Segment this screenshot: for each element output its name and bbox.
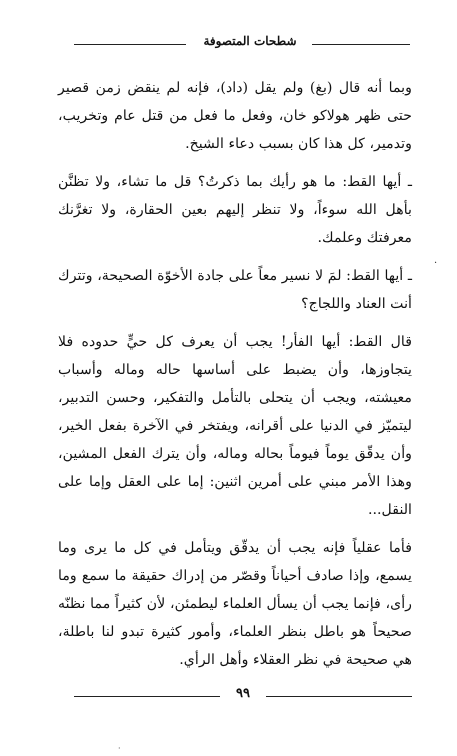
margin-mark: · bbox=[434, 258, 438, 269]
paragraph-1: وبما أنه قال (بغ) ولم يقل (داد)، فإنه لم ينقض زمن قصير حتى ظهر هولاكو خان، وفعل ما فعل من قتل عام وتخريب، وتدمير، كل هذا كان بسبب دعاء الشيخ. bbox=[58, 80, 412, 152]
corner-mark: · bbox=[118, 744, 121, 753]
paragraph-2: ـ أيها القط: ما هو رأيك بما ذكرتُ؟ قل ما تشاء، ولا تظنَّن بأهل الله سوءاً، ولا تنظر إليهم بعين الحقارة، ولا تغرَّنك معرفتك وعلمك. bbox=[58, 174, 412, 246]
page-number: ٩٩ bbox=[236, 686, 250, 701]
footer-rule-right bbox=[266, 696, 412, 697]
paragraph-5: فأما عقلياً فإنه يجب أن يدقّق ويتأمل في كل ما يرى وما يسمع، وإذا صادف أحياناً وقصّر من إدراك حقيقة ما سمع وما رأى، فإنما يجب أن يسأل العلماء ليطمئن، لأن كثيراً مما نظنّه صحيحاً هو باطل بنظر العلماء، وأمور كثيرة تبدو لنا باطلة، هي صحيحة في نظر العقلاء وأهل الرأي. bbox=[58, 540, 412, 668]
header-rule-left bbox=[74, 44, 186, 45]
body-text bbox=[58, 74, 412, 684]
paragraph-4: قال القط: أيها الفأر! يجب أن يعرف كل حيٍّ حدوده فلا يتجاوزها، وأن يضبط على أساسها حاله وماله وأسباب معيشته، ويجب أن يتحلى بالتأمل والتفكير، وحسن التدبير، ليتميّز في الدنيا على أقرانه، ويفتخر في الآخرة بفعل الخير، وأن يدقّق يوماً فيوماً بحاله وماله، وأن يترك الفعل المشين، وهذا الأمر مبني على أمرين اثنين: إما على العقل وإما على النقل... bbox=[58, 334, 412, 518]
header-rule-right bbox=[312, 44, 410, 45]
page-header bbox=[74, 32, 410, 56]
running-head: شطحات المتصوفة bbox=[203, 34, 297, 48]
footer-rule-left bbox=[74, 696, 220, 697]
paragraph-3: ـ أيها القط: لمَ لا نسير معاً على جادة الأخوّة الصحيحة، وتترك أنت العناد واللجاج؟ bbox=[58, 268, 412, 312]
page-footer bbox=[74, 686, 412, 706]
